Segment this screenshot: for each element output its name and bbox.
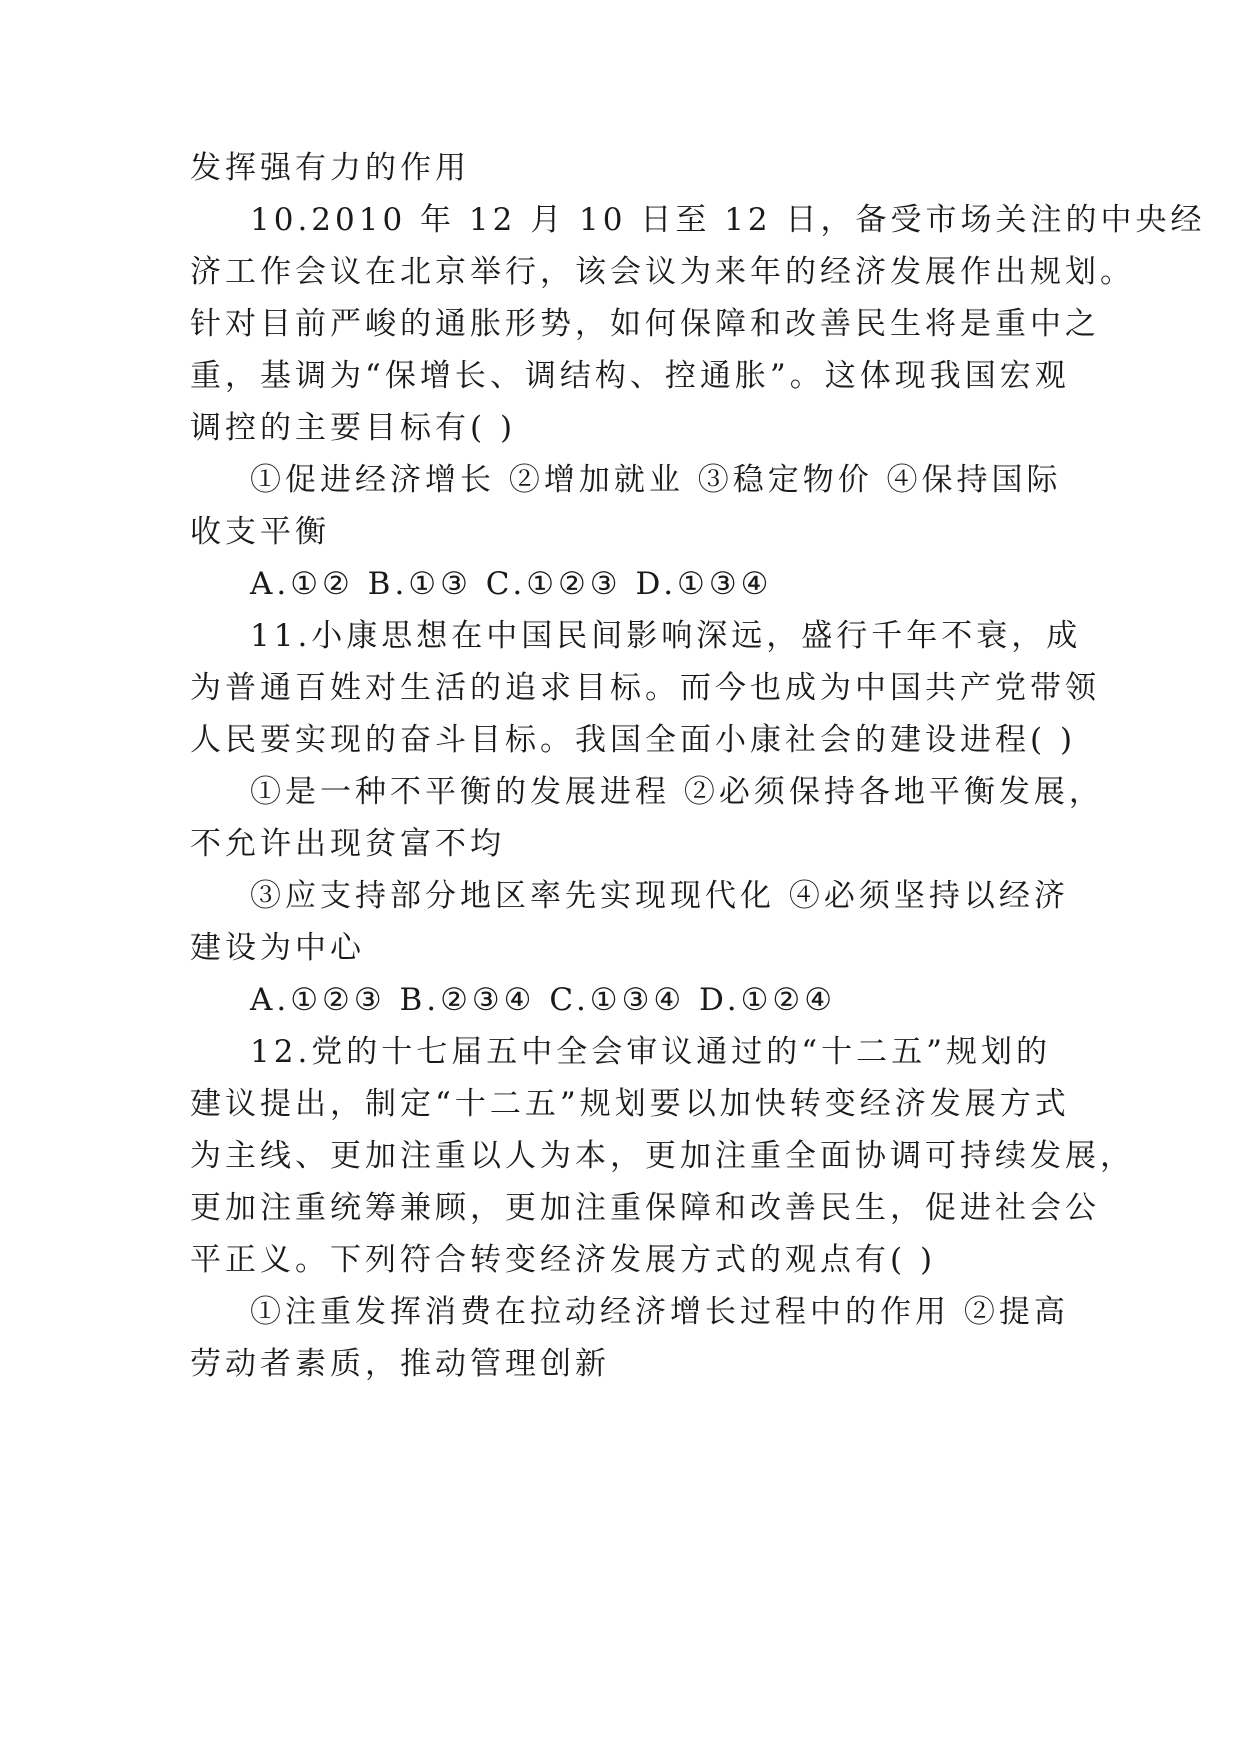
text-line: 济工作会议在北京举行，该会议为来年的经济发展作出规划。 xyxy=(190,254,1135,290)
text-line: 为主线、更加注重以人为本，更加注重全面协调可持续发展， xyxy=(190,1138,1135,1174)
text-line: 发挥强有力的作用 xyxy=(190,150,470,186)
question-12-stem: 12.党的十七届五中全会审议通过的“十二五”规划的 xyxy=(250,1034,1051,1070)
text-line: 针对目前严峻的通胀形势，如何保障和改善民生将是重中之 xyxy=(190,306,1100,342)
text-line: 劳动者素质，推动管理创新 xyxy=(190,1346,610,1382)
text-line: 更加注重统筹兼顾，更加注重保障和改善民生，促进社会公 xyxy=(190,1190,1100,1226)
question-11-statements: ③应支持部分地区率先实现现代化 ④必须坚持以经济 xyxy=(250,878,1069,914)
text-line: 人民要实现的奋斗目标。我国全面小康社会的建设进程( ) xyxy=(190,722,1077,758)
question-10-stem: 10.2010 年 12 月 10 日至 12 日，备受市场关注的中央经 xyxy=(250,202,1206,238)
question-11-statements: ①是一种不平衡的发展进程 ②必须保持各地平衡发展， xyxy=(250,774,1104,810)
text-line: 平正义。下列符合转变经济发展方式的观点有( ) xyxy=(190,1242,937,1278)
text-line: 建设为中心 xyxy=(190,930,365,966)
text-line: 收支平衡 xyxy=(190,514,330,550)
question-10-options: A.①② B.①③ C.①②③ D.①③④ xyxy=(250,566,773,602)
text-line: 重，基调为“保增长、调结构、控通胀”。这体现我国宏观 xyxy=(190,358,1070,394)
text-line: 不允许出现贫富不均 xyxy=(190,826,505,862)
text-line: 为普通百姓对生活的追求目标。而今也成为中国共产党带领 xyxy=(190,670,1100,706)
question-11-stem: 11.小康思想在中国民间影响深远，盛行千年不衰，成 xyxy=(250,618,1082,654)
question-11-options: A.①②③ B.②③④ C.①③④ D.①②④ xyxy=(250,982,837,1018)
text-line: 调控的主要目标有( ) xyxy=(190,410,517,446)
question-12-statements: ①注重发挥消费在拉动经济增长过程中的作用 ②提高 xyxy=(250,1294,1069,1330)
question-10-statements: ①促进经济增长 ②增加就业 ③稳定物价 ④保持国际 xyxy=(250,462,1062,498)
text-line: 建议提出，制定“十二五”规划要以加快转变经济发展方式 xyxy=(190,1086,1070,1122)
